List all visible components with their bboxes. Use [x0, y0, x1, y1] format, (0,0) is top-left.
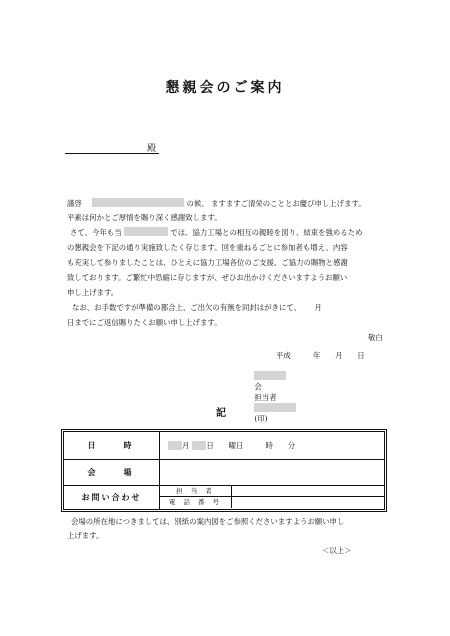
company-suffix: 会 [254, 382, 262, 391]
para1-line-3: も充実して参りましたことは、ひとえに協力工場各位のご支援、ご協力の賜物と感謝 [67, 258, 348, 267]
para1-line-4: 致しております。ご繁忙中恐縮に存じますが、ぜひお出かけくださいますようお願い [67, 273, 348, 282]
contact-phone-row [160, 497, 384, 508]
footer-line-2: 上げます。 [67, 531, 104, 540]
day-weekday-time: 日 曜日 時 分 [206, 441, 296, 450]
venue-row [64, 460, 384, 486]
seal-mark: (印) [254, 414, 268, 423]
month-blank [168, 441, 182, 450]
company-name-blank [254, 371, 286, 380]
details-table [61, 429, 387, 512]
addressee-suffix: 殿 [147, 144, 157, 154]
footer-note [67, 515, 379, 543]
para2-line-2: 日までにご返信賜りたくお願い申し上げます。 [67, 318, 222, 327]
footer-line-1: 会場の所在地につきましては、別紙の案内図をご参照くださいますようお願い申し [71, 517, 345, 526]
season-blank [92, 198, 184, 207]
company-blank [124, 227, 168, 236]
contact-label: お問い合わせ [64, 486, 160, 509]
person-name-blank [254, 403, 296, 412]
para1-line-2: の懇親会を下記の通り実施致したく存じます。回を重ねるごとに参加者も増え、内容 [67, 243, 348, 252]
contact-phone-label: 電 話 番 号 [160, 497, 232, 508]
greeting-line-2: 平素は何かとご厚情を賜り深く感謝致します。 [67, 213, 222, 222]
para1-part-a: さて、今年も当 [70, 228, 122, 237]
datetime-value [168, 432, 295, 459]
datetime-row [64, 432, 384, 460]
contact-person-label: 担 当 者 [160, 486, 232, 496]
venue-label: 会 場 [64, 460, 160, 485]
day-blank [192, 441, 206, 450]
document-title: 懇親会のご案内 [165, 80, 285, 96]
para1-part-b: では、協力工場との相互の親睦を図り、結束を強めるため [170, 228, 363, 237]
para1-line-1 [70, 225, 382, 240]
month-suffix: 月 [182, 441, 190, 450]
person-label: 担当者 [254, 393, 277, 402]
greeting-line-1 [67, 196, 379, 211]
greeting-opening: 謹啓 [67, 199, 82, 208]
end-mark: ＜以上＞ [322, 546, 352, 555]
date-line: 平成 年 月 日 [276, 351, 365, 360]
addressee-line [65, 153, 159, 154]
contact-person-row [160, 486, 384, 497]
datetime-label: 日 時 [64, 432, 160, 459]
greeting-rest: の候、 ますますご清栄のこととお慶び申し上げます。 [186, 199, 366, 208]
sender-line [245, 362, 296, 433]
contact-row [64, 486, 384, 509]
para1-line-5: 申し上げます。 [67, 288, 119, 297]
para2-line-1: なお、お手数ですが準備の都合上、ご出欠の有無を同封はがきにて、 月 [72, 303, 322, 312]
ki-heading: 記 [216, 408, 226, 419]
closing-word: 敬白 [368, 333, 383, 342]
